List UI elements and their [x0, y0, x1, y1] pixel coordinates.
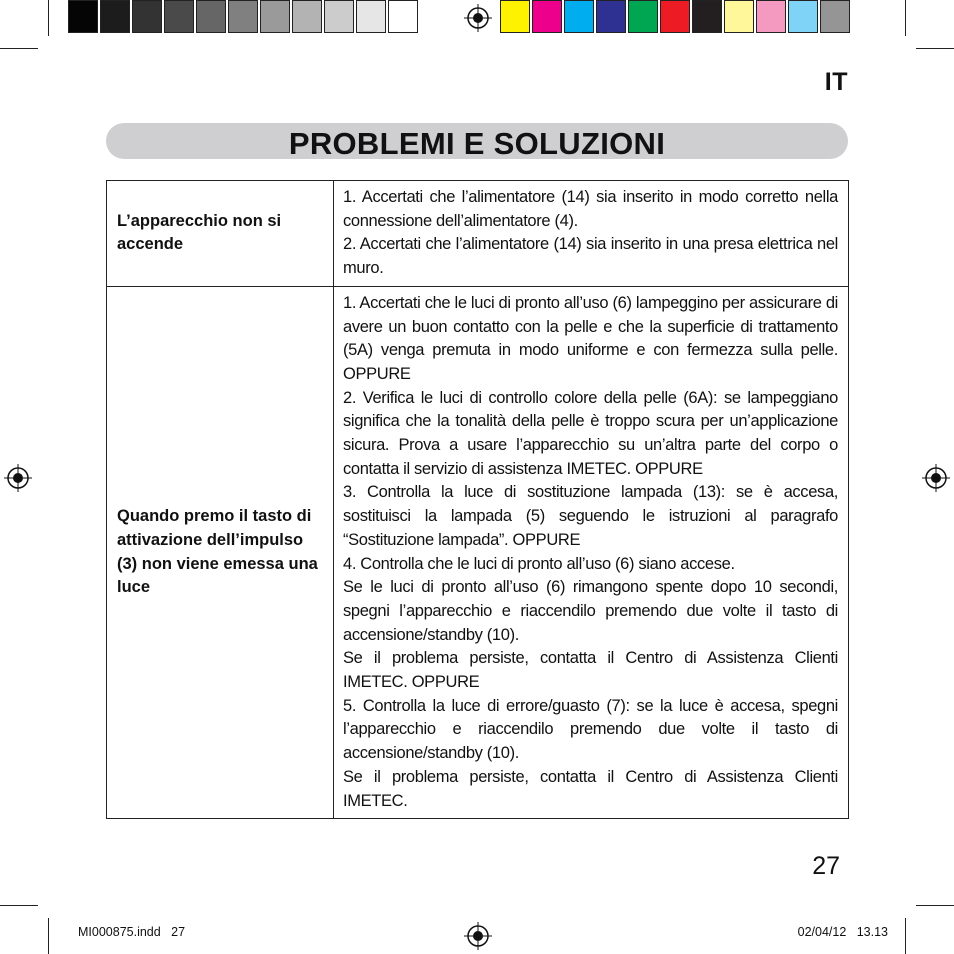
footer-date: 02/04/12 13.13 [797, 925, 888, 939]
solution-paragraph: 2. Verifica le luci di controllo colore della pelle (6A): se lampeggiano significa che la tonalità della pelle è troppo scura per un’applicazione sicura. Prova a usare l’apparecchio su un’altra parte del corpo o contatta il servizio di assistenza IMETEC. OPPURE [343, 388, 838, 478]
color-swatch [724, 0, 754, 33]
crop-mark [916, 48, 954, 49]
solution-paragraph: 4. Controlla che le luci di pronto all’uso (6) siano accese. [343, 554, 735, 573]
color-swatch [100, 0, 130, 33]
color-swatch [164, 0, 194, 33]
table-row [107, 286, 849, 818]
solution-paragraph: Se le luci di pronto all’uso (6) rimangono spente dopo 10 secondi, spegni l’apparecchio e riaccendilo premendo due volte il tasto di accensione/standby (10). [343, 578, 838, 644]
registration-mark-icon [4, 464, 32, 492]
color-swatch [660, 0, 690, 33]
color-swatch [788, 0, 818, 33]
crop-mark [48, 0, 49, 36]
solution-cell [334, 286, 849, 818]
crop-mark [0, 48, 38, 49]
problem-cell: Quando premo il tasto di attivazione dell’impulso (3) non viene emessa una luce [107, 286, 334, 818]
section-title-band [106, 123, 848, 159]
page-number: 27 [812, 852, 840, 880]
color-swatch [132, 0, 162, 33]
registration-mark-icon [464, 4, 492, 32]
color-calibration-bar [500, 0, 852, 36]
footer-file-name: MI000875.indd 27 [78, 925, 186, 939]
solution-paragraph: 1. Accertati che le luci di pronto all’uso (6) lampeggino per assicurare di avere un buon contatto con la pelle e che la superficie di trattamento (5A) venga premuta in modo uniforme e con fermezza sulla pelle. OPPURE [343, 293, 838, 383]
crop-mark [916, 905, 954, 906]
crop-mark [0, 905, 38, 906]
crop-mark [905, 918, 906, 954]
color-swatch [692, 0, 722, 33]
color-swatch [356, 0, 386, 33]
solution-paragraph: 2. Accertati che l’alimentatore (14) sia inserito in una presa elettrica nel muro. [343, 235, 838, 278]
color-swatch [68, 0, 98, 33]
solution-paragraph: Se il problema persiste, contatta il Centro di Assistenza Clienti IMETEC. [343, 767, 838, 810]
troubleshooting-table [106, 180, 849, 819]
solution-paragraph: 5. Controlla la luce di errore/guasto (7): se la luce è accesa, spegni l’apparecchio e riaccendilo premendo due volte il tasto di accensione/standby (10). [343, 696, 838, 763]
solution-paragraph: 1. Accertati che l’alimentatore (14) sia inserito in modo corretto nella connessione dell’alimentatore (4). [343, 188, 838, 230]
color-swatch [388, 0, 418, 33]
color-swatch [292, 0, 322, 33]
color-swatch [628, 0, 658, 33]
color-swatch [324, 0, 354, 33]
color-swatch [756, 0, 786, 33]
color-swatch [532, 0, 562, 33]
crop-mark [905, 0, 906, 36]
color-swatch [564, 0, 594, 33]
registration-mark-icon [922, 464, 950, 492]
solution-cell [334, 181, 849, 287]
table-row [107, 181, 849, 287]
color-swatch [596, 0, 626, 33]
color-swatch [500, 0, 530, 33]
solution-paragraph: 3. Controlla la luce di sostituzione lampada (13): se è accesa, sostituisci la lampada (5) seguendo le istruzioni al paragrafo “Sostituzione lampada”. OPPURE [343, 483, 838, 549]
section-title: PROBLEMI E SOLUZIONI [288, 126, 666, 161]
solution-paragraph: Se il problema persiste, contatta il Centro di Assistenza Clienti IMETEC. OPPURE [343, 649, 838, 692]
registration-mark-icon [464, 922, 492, 950]
crop-mark [48, 918, 49, 954]
color-swatch [820, 0, 850, 33]
gray-calibration-bar [68, 0, 420, 36]
color-swatch [260, 0, 290, 33]
color-swatch [196, 0, 226, 33]
language-code: IT [824, 68, 848, 96]
color-swatch [228, 0, 258, 33]
problem-cell: L’apparecchio non si accende [107, 181, 334, 287]
